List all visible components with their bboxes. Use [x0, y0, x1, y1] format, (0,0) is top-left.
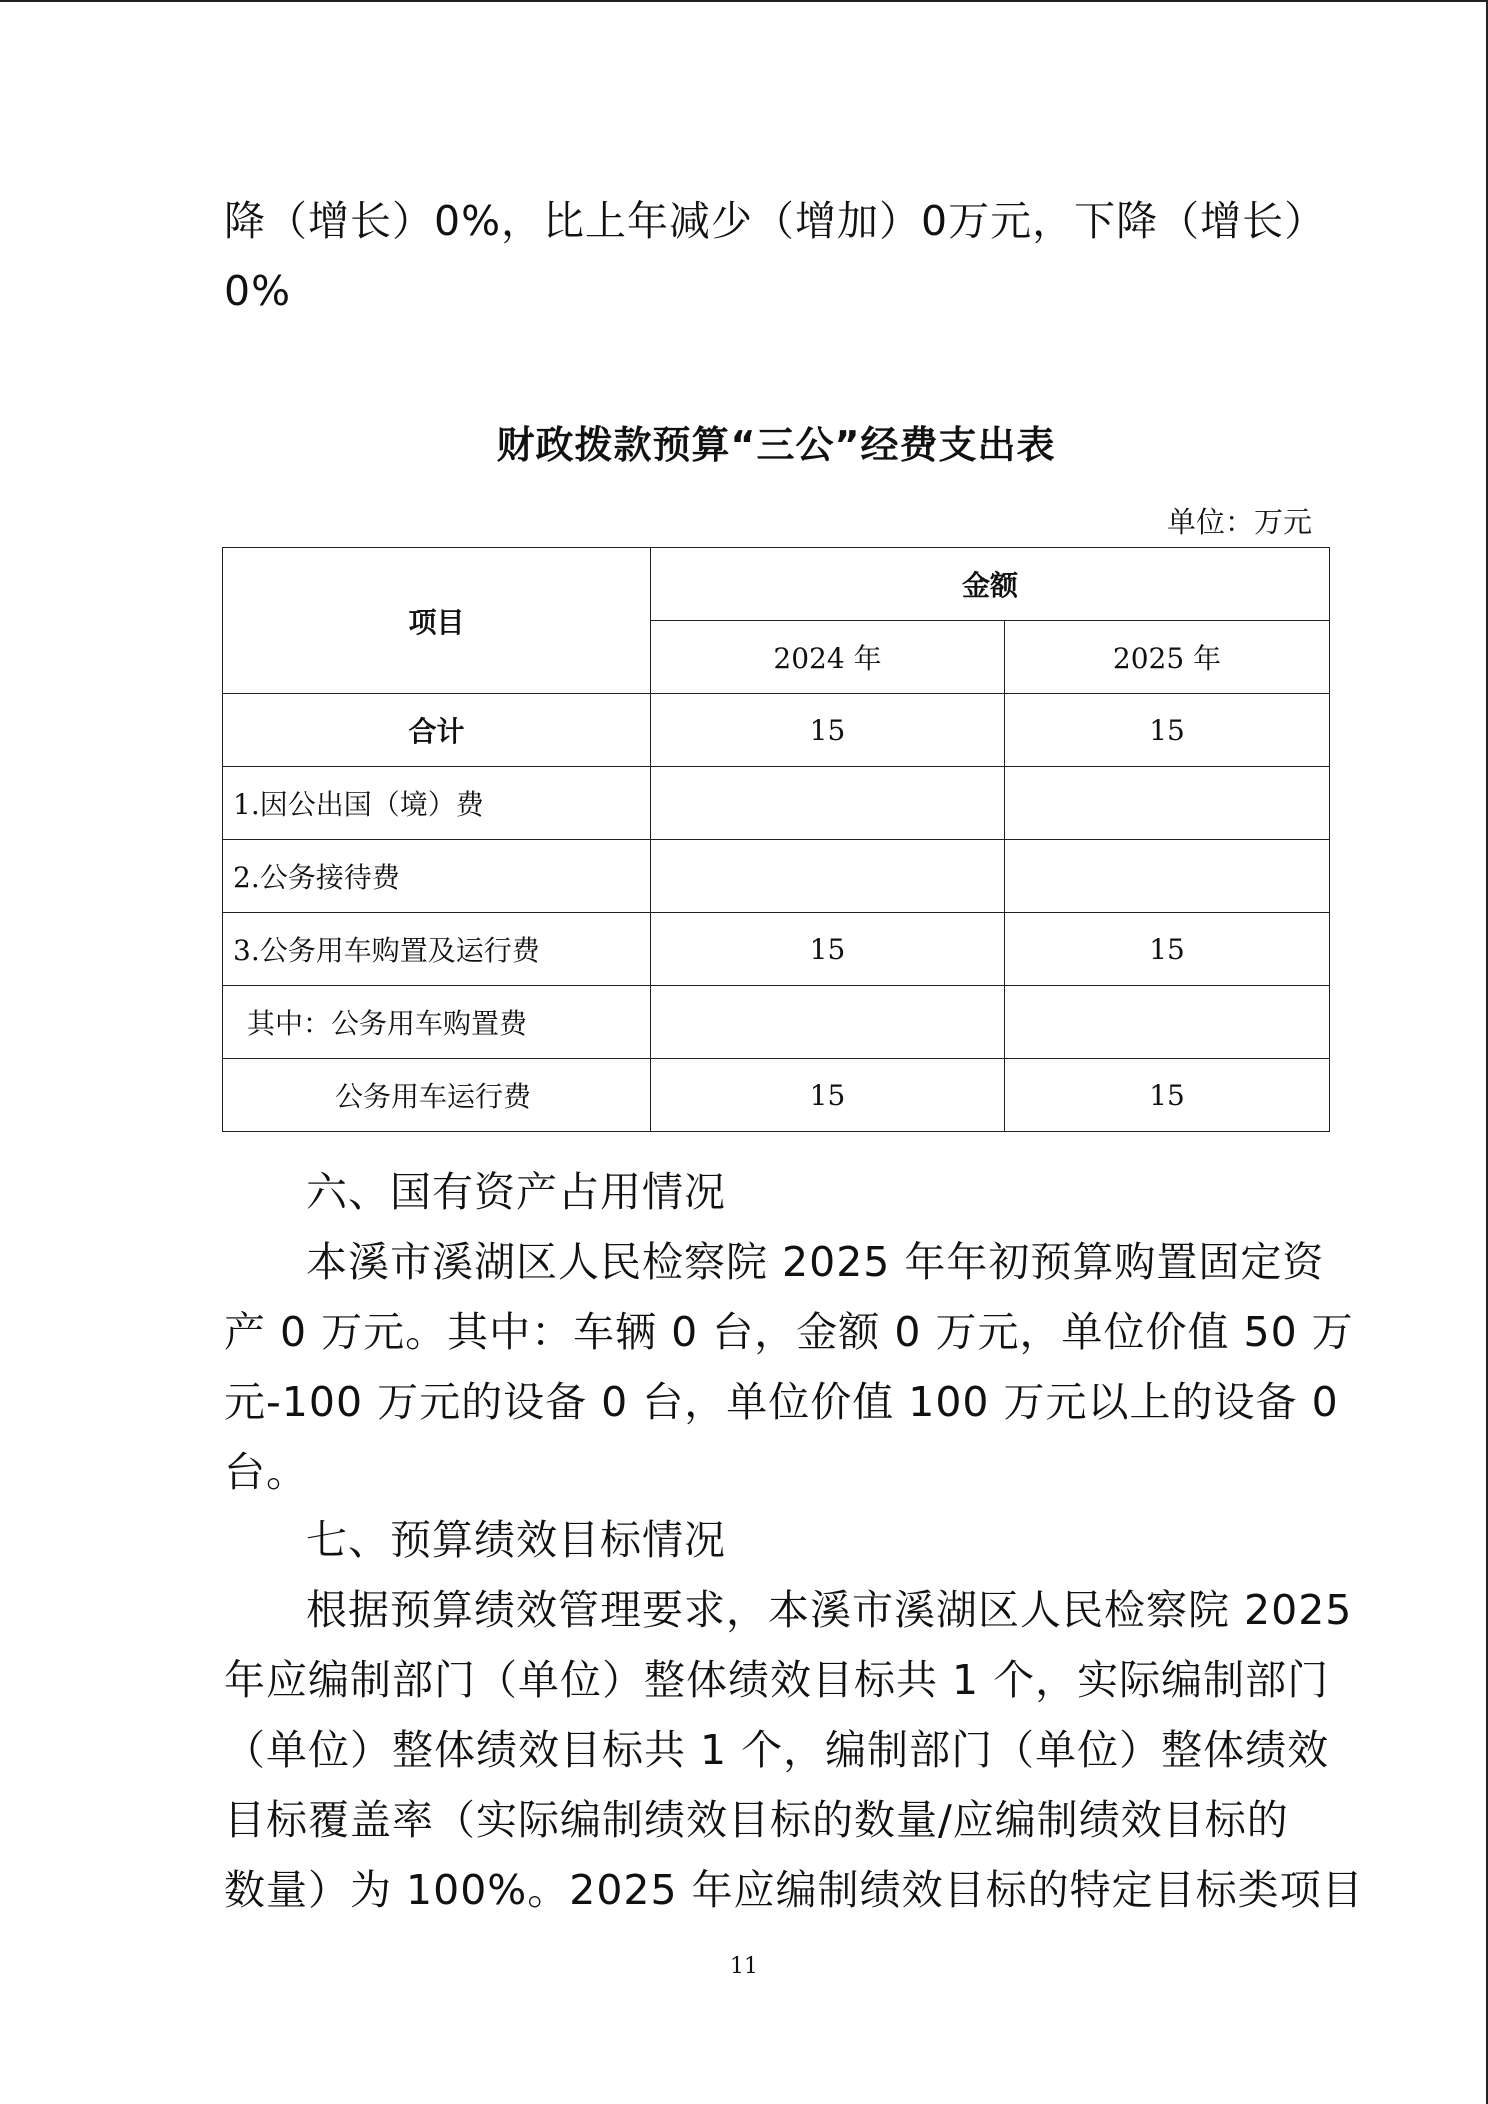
row-value-2025 [1005, 986, 1330, 1059]
row-label: 公务用车运行费 [223, 1059, 651, 1132]
table-row [223, 986, 1330, 1059]
section-7 [224, 1505, 1364, 1925]
header-item: 项目 [223, 548, 651, 694]
table-row [223, 840, 1330, 913]
row-value-2025 [1005, 840, 1330, 913]
row-value-2024: 15 [651, 913, 1005, 986]
table-row [223, 913, 1330, 986]
body-line: 产 0 万元。其中：车辆 0 台，金额 0 万元，单位价值 50 万 [224, 1308, 1354, 1356]
row-value-2024 [651, 986, 1005, 1059]
row-label: 1.因公出国（境）费 [223, 767, 651, 840]
table-row [223, 1059, 1330, 1132]
section-heading: 六、国有资产占用情况 [306, 1168, 726, 1216]
body-line: 元-100 万元的设备 0 台，单位价值 100 万元以上的设备 0 [224, 1378, 1339, 1426]
row-value-2025: 15 [1005, 913, 1330, 986]
row-value-2025 [1005, 767, 1330, 840]
row-label: 其中：公务用车购置费 [223, 986, 651, 1059]
header-amount: 金额 [651, 548, 1330, 621]
body-line: （单位）整体绩效目标共 1 个，编制部门（单位）整体绩效 [224, 1726, 1330, 1774]
body-line: 本溪市溪湖区人民检察院 2025 年年初预算购置固定资 [306, 1238, 1325, 1286]
row-label: 2.公务接待费 [223, 840, 651, 913]
section-heading: 七、预算绩效目标情况 [306, 1516, 726, 1564]
row-value-2025: 15 [1005, 1059, 1330, 1132]
body-line: 根据预算绩效管理要求，本溪市溪湖区人民检察院 2025 [306, 1586, 1353, 1634]
section-6 [224, 1157, 1354, 1507]
row-value-2024: 15 [651, 1059, 1005, 1132]
row-value-2025: 15 [1005, 694, 1330, 767]
body-line: 目标覆盖率（实际编制绩效目标的数量/应编制绩效目标的 [224, 1796, 1289, 1844]
table-header-row [223, 548, 1330, 621]
table-row [223, 767, 1330, 840]
row-value-2024 [651, 840, 1005, 913]
row-value-2024: 15 [651, 694, 1005, 767]
header-year-2024: 2024 年 [651, 621, 1005, 694]
page-number: 11 [730, 1954, 758, 1979]
table-unit: 单位：万元 [1166, 505, 1312, 539]
three-public-expense-table [222, 547, 1330, 1132]
body-line: 数量）为 100%。2025 年应编制绩效目标的特定目标类项目 [224, 1866, 1364, 1914]
row-value-2024 [651, 767, 1005, 840]
page-border-top [0, 0, 1488, 2]
row-label: 合计 [223, 694, 651, 767]
body-line: 台。 [224, 1448, 308, 1496]
intro-line: 0% [224, 267, 292, 315]
table-title: 财政拨款预算“三公”经费支出表 [496, 423, 1056, 467]
intro-paragraph [224, 186, 1327, 326]
row-label: 3.公务用车购置及运行费 [223, 913, 651, 986]
table-row [223, 694, 1330, 767]
intro-line: 降（增长）0%，比上年减少（增加）0万元，下降（增长） [224, 197, 1327, 245]
body-line: 年应编制部门（单位）整体绩效目标共 1 个，实际编制部门 [224, 1656, 1330, 1704]
header-year-2025: 2025 年 [1005, 621, 1330, 694]
